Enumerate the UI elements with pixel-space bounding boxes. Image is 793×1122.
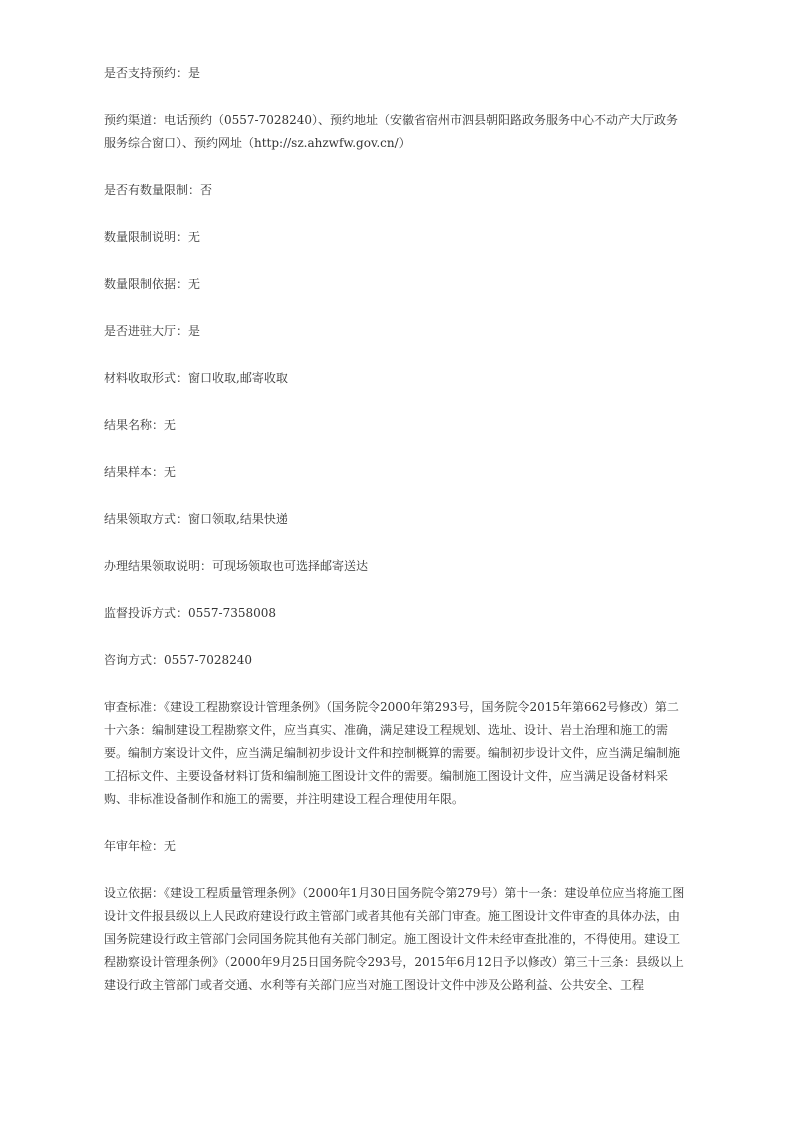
field-label: 预约渠道： <box>104 113 165 127</box>
field-value: 无 <box>164 839 177 853</box>
field-label: 是否进驻大厅： <box>104 324 189 338</box>
field-result-sample <box>104 461 690 484</box>
field-label: 咨询方式： <box>104 653 165 667</box>
field-value: 是 <box>188 324 201 338</box>
field-label: 结果样本： <box>104 465 165 479</box>
document-page <box>104 62 690 1021</box>
field-value: 《建设工程勘察设计管理条例》（国务院令2000年第293号，国务院令2015年第662号修改）第二十六条：编制建设工程勘察文件，应当真实、准确，满足建设工程规划、选址、设计、岩土治理和施工的需要。编制方案设计文件，应当满足编制初步设计文件和控制概算的需要。编制初步设计文件，应当满足编制施工招标文件、主要设备材料订货和编制施工图设计文件的需要。编制施工图设计文件，应当满足设备材料采购、非标准设备制作和施工的需要，并注明建设工程合理使用年限。 <box>104 700 681 806</box>
field-value: 无 <box>188 277 201 291</box>
field-value: 无 <box>164 418 177 432</box>
field-material-collection <box>104 367 690 390</box>
field-label: 数量限制说明： <box>104 230 189 244</box>
field-result-pickup-method <box>104 508 690 531</box>
field-annual-inspection <box>104 835 690 858</box>
field-legal-basis <box>104 882 690 997</box>
field-review-standard <box>104 696 690 811</box>
field-value: 可现场领取也可选择邮寄送达 <box>212 559 369 573</box>
field-appointment-supported <box>104 62 690 85</box>
field-label: 数量限制依据： <box>104 277 189 291</box>
field-consultation-contact <box>104 649 690 672</box>
field-label: 办理结果领取说明： <box>104 559 213 573</box>
field-value: 电话预约（0557-7028240）、预约地址（安徽省宿州市泗县朝阳路政务服务中心不动产大厅政务服务综合窗口）、预约网址（http://sz.ahzwfw.gov.cn/） <box>104 113 679 150</box>
field-in-service-hall <box>104 320 690 343</box>
field-value: 窗口收取,邮寄收取 <box>188 371 288 385</box>
field-quantity-limit-basis <box>104 273 690 296</box>
field-label: 是否有数量限制： <box>104 183 201 197</box>
field-label: 结果领取方式： <box>104 512 189 526</box>
field-result-name <box>104 414 690 437</box>
field-label: 结果名称： <box>104 418 165 432</box>
field-value: 《建设工程质量管理条例》（2000年1月30日国务院令第279号）第十一条：建设单位应当将施工图设计文件报县级以上人民政府建设行政主管部门或者其他有关部门审查。施工图设计文件审查的具体办法，由国务院建设行政主管部门会同国务院其他有关部门制定。施工图设计文件未经审查批准的，不得使用。建设工程勘察设计管理条例》（2000年9月25日国务院令293号，2015年6月12日予以修改）第三十三条：县级以上建设行政主管部门或者交通、水利等有关部门应当对施工图设计文件中涉及公路利益、公共安全、工程 <box>104 886 685 992</box>
field-quantity-limit-description <box>104 226 690 249</box>
field-value: 0557-7028240 <box>164 653 253 667</box>
field-label: 监督投诉方式： <box>104 606 189 620</box>
field-result-pickup-note <box>104 555 690 578</box>
field-label: 是否支持预约： <box>104 66 189 80</box>
field-label: 材料收取形式： <box>104 371 189 385</box>
field-value: 是 <box>188 66 201 80</box>
field-label: 审查标准： <box>104 700 165 714</box>
field-appointment-channels <box>104 109 690 155</box>
field-label: 设立依据： <box>104 886 165 900</box>
field-value: 0557-7358008 <box>188 606 277 620</box>
field-value: 否 <box>200 183 213 197</box>
field-quantity-limit <box>104 179 690 202</box>
field-complaint-contact <box>104 602 690 625</box>
field-label: 年审年检： <box>104 839 165 853</box>
field-value: 无 <box>188 230 201 244</box>
field-value: 无 <box>164 465 177 479</box>
field-value: 窗口领取,结果快递 <box>188 512 288 526</box>
